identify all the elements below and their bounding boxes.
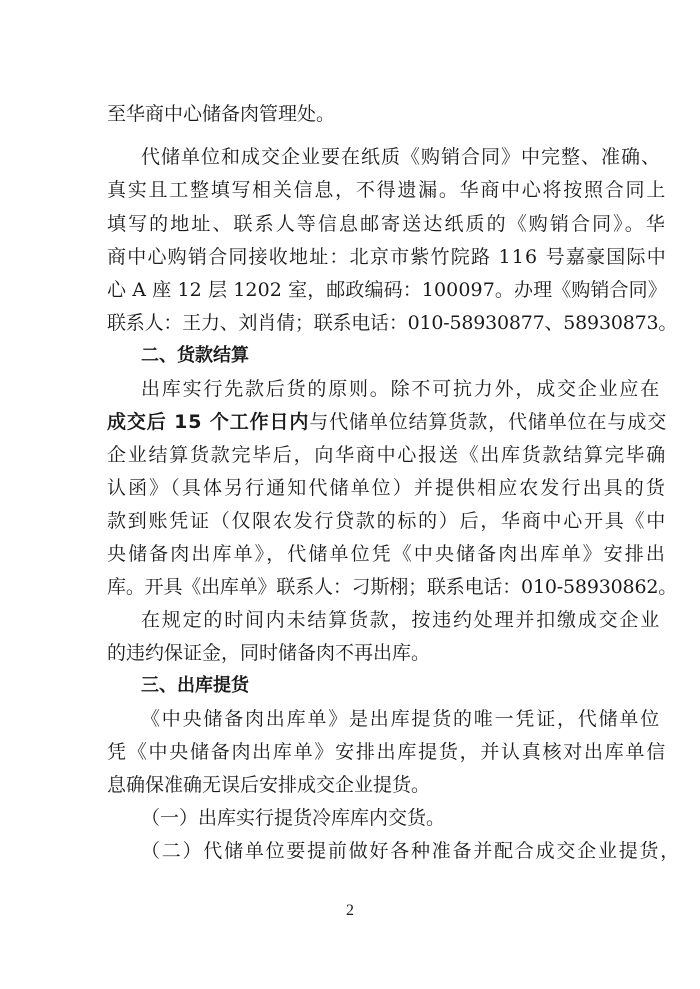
text-line: 至华商中心储备肉管理处。 — [107, 103, 336, 125]
text-line: 联系人：王力、刘肖倩；联系电话：010-58930877、58930873。 — [107, 312, 678, 334]
text-line: 息确保准确无误后安排成交企业提货。 — [107, 774, 431, 796]
text-line: 的违约保证金，同时储备肉不再出库。 — [107, 642, 431, 664]
text-line: 在规定的时间内未结算货款，按违约处理并扣缴成交企业 — [141, 609, 662, 631]
text-line: 库。开具《出库单》联系人：刁斯栩；联系电话：010-58930862。 — [107, 576, 678, 598]
text-continuation: 与代储单位结算货款，代储单位在与成交 — [309, 411, 668, 433]
text-line — [107, 410, 667, 434]
text-line: 央储备肉出库单》，代储单位凭《中央储备肉出库单》安排出 — [107, 543, 667, 565]
text-line: 填写的地址、联系人等信息邮寄送达纸质的《购销合同》。华 — [107, 213, 667, 235]
text-line: 商中心购销合同接收地址：北京市紫竹院路 116 号嘉豪国际中 — [107, 246, 667, 268]
text-line: 企业结算货款完毕后，向华商中心报送《出库货款结算完毕确 — [107, 444, 667, 466]
bold-deadline: 成交后 15 个工作日内 — [107, 411, 310, 433]
text-line: 心 A 座 12 层 1202 室，邮政编码：100097。办理《购销合同》 — [107, 279, 667, 301]
text-line: 凭《中央储备肉出库单》安排出库提货，并认真核对出库单信 — [107, 741, 667, 763]
text-line: （一）出库实行提货冷库库内交货。 — [141, 807, 446, 829]
text-line: 出库实行先款后货的原则。除不可抗力外，成交企业应在 — [141, 378, 662, 400]
section-heading: 二、货款结算 — [141, 345, 249, 366]
text-line: 代储单位和成交企业要在纸质《购销合同》中完整、准确、 — [141, 146, 662, 168]
text-line: 真实且工整填写相关信息，不得遗漏。华商中心将按照合同上 — [107, 179, 667, 201]
text-line: （二）代储单位要提前做好各种准备并配合成交企业提货， — [141, 840, 682, 862]
text-line: 款到账凭证（仅限农发行贷款的标的）后，华商中心开具《中 — [107, 510, 667, 532]
section-heading: 三、出库提货 — [141, 675, 249, 696]
text-line: 《中央储备肉出库单》是出库提货的唯一凭证，代储单位 — [141, 708, 662, 730]
page-number: 2 — [346, 902, 354, 919]
text-line: 认函》（具体另行通知代储单位）并提供相应农发行出具的货 — [107, 477, 667, 499]
